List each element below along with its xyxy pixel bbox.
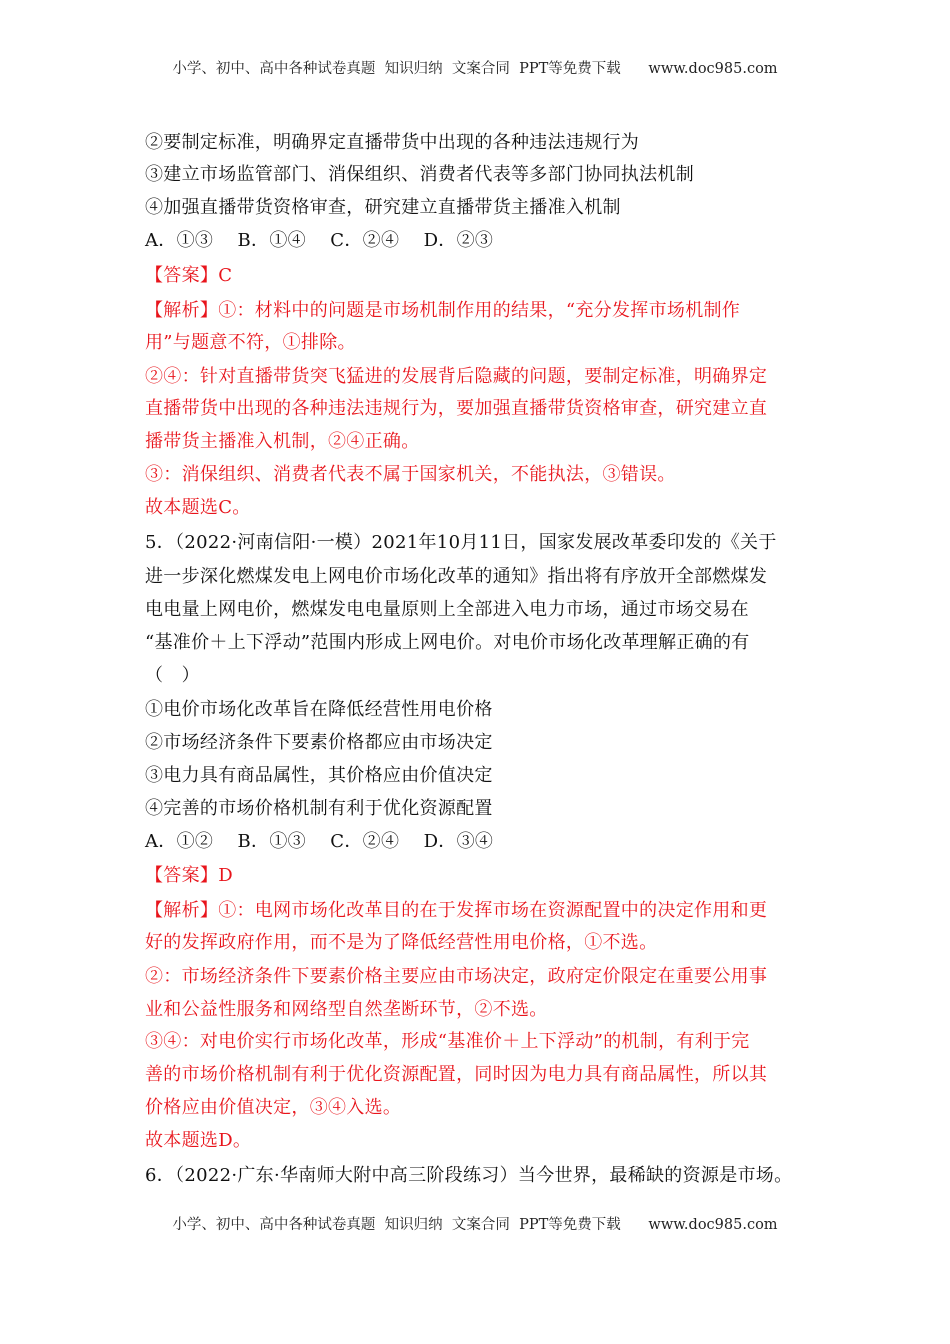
answer-analysis-line: 价格应由价值决定，③④入选。 [145, 1097, 402, 1118]
answer-analysis-line: 【解析】①：电网市场化改革目的在于发挥市场在资源配置中的决定作用和更 [145, 900, 768, 921]
question-line: 进一步深化燃煤发电上网电价市场化改革的通知》指出将有序放开全部燃煤发 [145, 566, 768, 587]
answer-analysis-line: 故本题选D。 [145, 1130, 252, 1151]
question-line: “基准价＋上下浮动”范围内形成上网电价。对电价市场化改革理解正确的有 [145, 632, 750, 653]
question-line: ③电力具有商品属性，其价格应由价值决定 [145, 765, 493, 786]
question-line: ②市场经济条件下要素价格都应由市场决定 [145, 732, 493, 753]
page-header: 小学、初中、高中各种试卷真题 知识归纳 文案合同 PPT等免费下载 www.doc985.com [172, 61, 778, 77]
answer-analysis-line: 故本题选C。 [145, 497, 251, 518]
question-line: ①电价市场化改革旨在降低经营性用电价格 [145, 699, 493, 720]
answer-analysis-line: ②：市场经济条件下要素价格主要应由市场决定，政府定价限定在重要公用事 [145, 966, 768, 987]
answer-analysis-line: 好的发挥政府作用，而不是为了降低经营性用电价格，①不选。 [145, 932, 658, 953]
answer-analysis-line: ③④：对电价实行市场化改革，形成“基准价＋上下浮动”的机制，有利于完 [145, 1031, 750, 1052]
answer-analysis-line: 播带货主播准入机制，②④正确。 [145, 431, 420, 452]
answer-analysis-line: ②④：针对直播带货突飞猛进的发展背后隐藏的问题，要制定标准，明确界定 [145, 366, 768, 387]
question-line: ④加强直播带货资格审查，研究建立直播带货主播准入机制 [145, 197, 621, 218]
question-line: A．①② B．①③ C．②④ D．③④ [145, 831, 494, 852]
question-line: 电电量上网电价，燃煤发电电量原则上全部进入电力市场，通过市场交易在 [145, 599, 749, 620]
answer-analysis-line: 直播带货中出现的各种违法违规行为，要加强直播带货资格审查，研究建立直 [145, 398, 768, 419]
question-line: ③建立市场监管部门、消保组织、消费者代表等多部门协同执法机制 [145, 164, 694, 185]
answer-analysis-line: 【解析】①：材料中的问题是市场机制作用的结果，“充分发挥市场机制作 [145, 300, 741, 321]
answer-analysis-line: 业和公益性服务和网络型自然垄断环节，②不选。 [145, 999, 548, 1020]
answer-analysis-line: 用”与题意不符，①排除。 [145, 332, 356, 353]
answer-analysis-line: 【答案】D [145, 865, 233, 886]
page-footer: 小学、初中、高中各种试卷真题 知识归纳 文案合同 PPT等免费下载 www.doc985.com [172, 1217, 778, 1233]
answer-analysis-line: 【答案】C [145, 265, 233, 286]
question-line: ④完善的市场价格机制有利于优化资源配置 [145, 798, 493, 819]
answer-analysis-line: 善的市场价格机制有利于优化资源配置，同时因为电力具有商品属性，所以其 [145, 1064, 768, 1085]
question-line: ②要制定标准，明确界定直播带货中出现的各种违法违规行为 [145, 132, 640, 153]
question-line: 6．（2022·广东·华南师大附中高三阶段练习）当今世界，最稀缺的资源是市场。 [145, 1165, 793, 1186]
answer-analysis-line: ③：消保组织、消费者代表不属于国家机关，不能执法，③错误。 [145, 464, 676, 485]
question-line: （ ） [145, 665, 200, 686]
question-line: A．①③ B．①④ C．②④ D．②③ [145, 230, 494, 251]
question-line: 5．（2022·河南信阳·一模）2021年10月11日，国家发展改革委印发的《关于 [145, 532, 777, 553]
